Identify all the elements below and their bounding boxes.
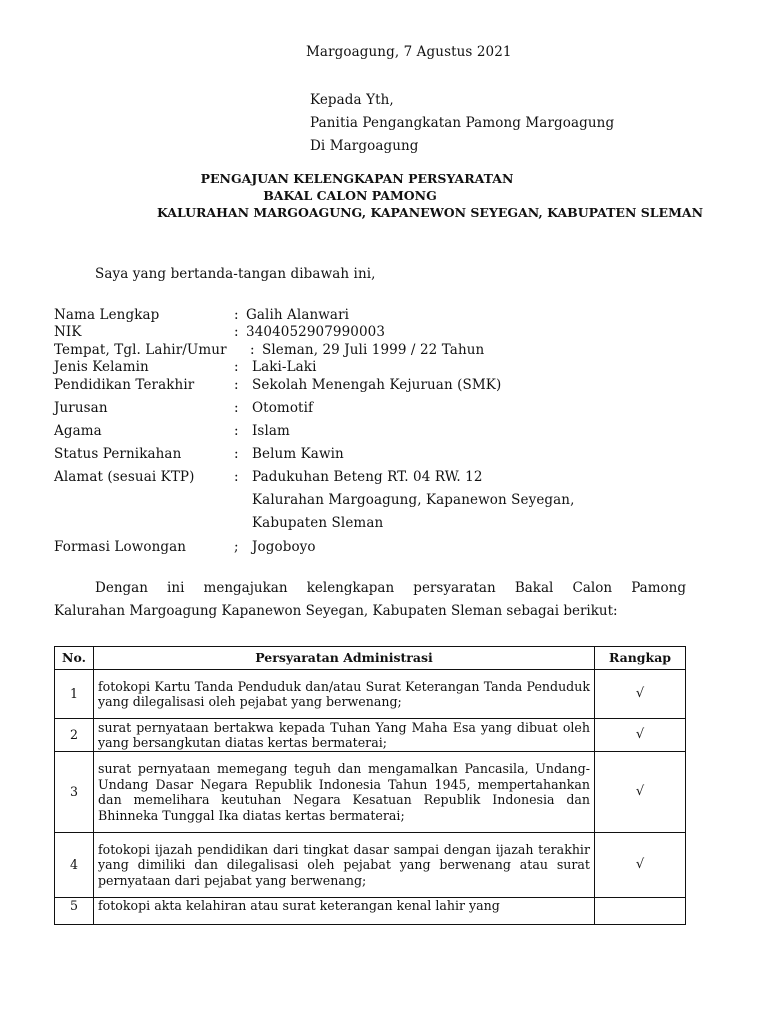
- row-requirement-text: fotokopi akta kelahiran atau surat keterangan kenal lahir yang: [98, 898, 500, 913]
- field-value-pendidikan: Sekolah Menengah Kejuruan (SMK): [252, 377, 502, 393]
- field-value-status-pernikahan: Belum Kawin: [252, 446, 344, 462]
- requirements-table: [54, 646, 686, 925]
- field-value-ttl: Sleman, 29 Juli 1999 / 22 Tahun: [262, 342, 485, 358]
- table-row: [55, 752, 686, 833]
- field-value-alamat-line-3: Kabupaten Sleman: [252, 515, 384, 531]
- row-number: 5: [55, 898, 94, 925]
- field-value-alamat-line-2: Kalurahan Margoagung, Kapanewon Seyegan,: [252, 492, 575, 508]
- field-label-formasi: Formasi Lowongan: [54, 539, 187, 555]
- field-label-nik: NIK: [54, 324, 82, 340]
- document-title-line-2: BAKAL CALON PAMONG: [263, 188, 437, 203]
- row-number: 4: [55, 833, 94, 898]
- field-value-formasi: Jogoboyo: [252, 539, 316, 555]
- document-title-line-3: KALURAHAN MARGOAGUNG, KAPANEWON SEYEGAN, KABUPATEN SLEMAN: [156, 205, 704, 220]
- check-mark-icon: √: [595, 752, 686, 833]
- field-colon-formasi: ;: [234, 539, 239, 555]
- field-value-jenis-kelamin: Laki-Laki: [252, 359, 317, 375]
- field-label-status-pernikahan: Status Pernikahan: [54, 446, 182, 462]
- place-date: Margoagung, 7 Agustus 2021: [306, 44, 512, 60]
- recipient-line-2: Panitia Pengangkatan Pamong Margoagung: [310, 115, 615, 131]
- field-label-nama: Nama Lengkap: [54, 307, 160, 323]
- row-number: 1: [55, 670, 94, 719]
- field-colon-nik: :: [234, 324, 239, 340]
- table-row: [55, 670, 686, 719]
- row-requirement: surat pernyataan bertakwa kepada Tuhan Yang Maha Esa yang dibuat oleh yang bersangkutan diatas kertas bermaterai;: [94, 719, 595, 752]
- check-mark-cell: [595, 898, 686, 925]
- header-requirement: Persyaratan Administrasi: [94, 647, 595, 670]
- row-requirement: [94, 898, 595, 925]
- field-value-jurusan: Otomotif: [252, 400, 314, 416]
- header-rangkap: Rangkap: [595, 647, 686, 670]
- intro-text: Saya yang bertanda-tangan dibawah ini,: [95, 266, 376, 282]
- check-mark-icon: √: [595, 670, 686, 719]
- field-label-jurusan: Jurusan: [54, 400, 108, 416]
- field-colon-ttl: :: [250, 342, 255, 358]
- check-mark-icon: √: [595, 833, 686, 898]
- row-requirement: fotokopi Kartu Tanda Penduduk dan/atau Surat Keterangan Tanda Penduduk yang dilegalisasi oleh pejabat yang berwenang;: [94, 670, 595, 719]
- table-row: [55, 719, 686, 752]
- document-title-line-1: PENGAJUAN KELENGKAPAN PERSYARATAN: [200, 171, 514, 186]
- body-text-line-2: Kalurahan Margoagung Kapanewon Seyegan, Kabupaten Sleman sebagai berikut:: [54, 603, 618, 619]
- field-label-ttl: Tempat, Tgl. Lahir/Umur: [54, 342, 227, 358]
- row-number: 3: [55, 752, 94, 833]
- recipient-line-3: Di Margoagung: [310, 138, 419, 154]
- field-colon-status-pernikahan: :: [234, 446, 239, 462]
- field-colon-jenis-kelamin: :: [234, 359, 239, 375]
- field-label-agama: Agama: [54, 423, 102, 439]
- row-requirement: surat pernyataan memegang teguh dan mengamalkan Pancasila, Undang-Undang Dasar Negara Republik Indonesia Tahun 1945, mempertahankan dan memelihara keutuhan Negara Kesatuan Republik Indonesia dan Bhinneka Tunggal Ika diatas kertas bermaterai;: [94, 752, 595, 833]
- field-label-pendidikan: Pendidikan Terakhir: [54, 377, 195, 393]
- field-value-agama: Islam: [252, 423, 290, 439]
- field-value-alamat-line-1: Padukuhan Beteng RT. 04 RW. 12: [252, 469, 483, 485]
- table-row: [55, 833, 686, 898]
- header-no: No.: [55, 647, 94, 670]
- field-value-nama: Galih Alanwari: [246, 307, 350, 323]
- field-value-nik: 3404052907990003: [246, 324, 386, 340]
- recipient-line-1: Kepada Yth,: [310, 92, 394, 108]
- row-requirement: fotokopi ijazah pendidikan dari tingkat dasar sampai dengan ijazah terakhir yang dimiliki dan dilegalisasi oleh pejabat yang berwenang atau surat pernyataan dari pejabat yang berwenang;: [94, 833, 595, 898]
- field-label-jenis-kelamin: Jenis Kelamin: [54, 359, 149, 375]
- row-number: 2: [55, 719, 94, 752]
- table-header-row: [55, 647, 686, 670]
- table-row: [55, 898, 686, 925]
- field-colon-nama: :: [234, 307, 239, 323]
- field-colon-pendidikan: :: [234, 377, 239, 393]
- check-mark-icon: √: [595, 719, 686, 752]
- field-label-alamat: Alamat (sesuai KTP): [54, 469, 195, 485]
- body-text-line-1: Dengan ini mengajukan kelengkapan persyaratan Bakal Calon Pamong: [95, 580, 686, 596]
- field-colon-alamat: :: [234, 469, 239, 485]
- field-colon-agama: :: [234, 423, 239, 439]
- field-colon-jurusan: :: [234, 400, 239, 416]
